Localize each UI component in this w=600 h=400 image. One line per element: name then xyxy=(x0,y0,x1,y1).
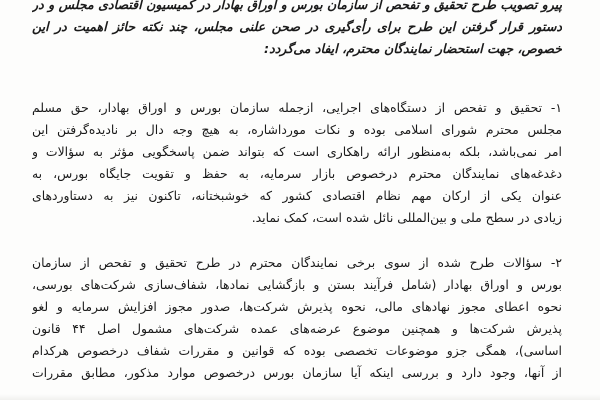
item-line: اساسی)، همگی جزو موضوعات تخصصی بوده که قوانین و مقررات شفاف درخصوص هرکدام xyxy=(32,343,562,358)
intro-line: پیرو تصویب طرح تحقیق و تفحص از سازمان بورس و اوراق بهادار در کمیسیون اقتصادی مجلس و در xyxy=(32,0,562,12)
item-line: عنوان یکی از ارکان مهم نظام اقتصادی کشور که خوشبختانه، تاکنون نیز به دستاوردهای xyxy=(32,188,562,203)
intro-line: دستور قرار گرفتن این طرح برای رأی‌گیری در صحن علنی مجلس، چند نکته حائز اهمیت در این xyxy=(32,19,562,34)
item-line: زیادی در سطح ملی و بین‌المللی نائل شده است، کمک نماید. xyxy=(251,210,562,225)
item-line: ۱- تحقیق و تفحص از دستگاه‌های اجرایی، ازجمله سازمان بورس و اوراق بهادار، حق مسلم xyxy=(32,100,562,115)
item-line: پذیرش شرکت‌ها و همچنین موضوع عرضه‌های عمده شرکت‌های مشمول اصل ۴۴ قانون xyxy=(32,321,562,336)
item-line: امر نمی‌باشد، بلکه به‌منظور ارائه راهکاری است که بتواند ضمن پاسخگویی مؤثر به سؤالات و xyxy=(32,144,562,159)
item-line: ۲- سؤالات طرح شده از سوی برخی نمایندگان محترم در طرح تحقیق و تفحص از سازمان xyxy=(32,255,562,270)
item-line: دغدغه‌های نمایندگان محترم درخصوص بازار سرمایه، به حفظ و تقویت جایگاه بورس، به xyxy=(32,166,562,181)
item-line: نحوه اعطای مجوز نهادهای مالی، نحوه پذیرش شرکت‌ها، صدور مجوز افزایش سرمایه و لغو xyxy=(32,299,562,314)
item-line: از آنها، وجود دارد و بررسی اینکه آیا سازمان بورس درخصوص موارد مذکور، مطابق مقررات xyxy=(32,365,562,380)
scan-edge-shading xyxy=(0,394,600,400)
item-line: بورس و اوراق بهادار (شامل فرآیند بستن و بازگشایی نمادها، شفاف‌سازی شرکت‌های بورسی، xyxy=(32,277,562,292)
intro-line: خصوص، جهت استحضار نمایندگان محترم، ایفاد می‌گردد: xyxy=(264,41,562,56)
item-line: مجلس محترم شورای اسلامی بوده و نکات مورداشاره، به هیچ وجه دال بر نادیده‌گرفتن این xyxy=(32,122,562,137)
